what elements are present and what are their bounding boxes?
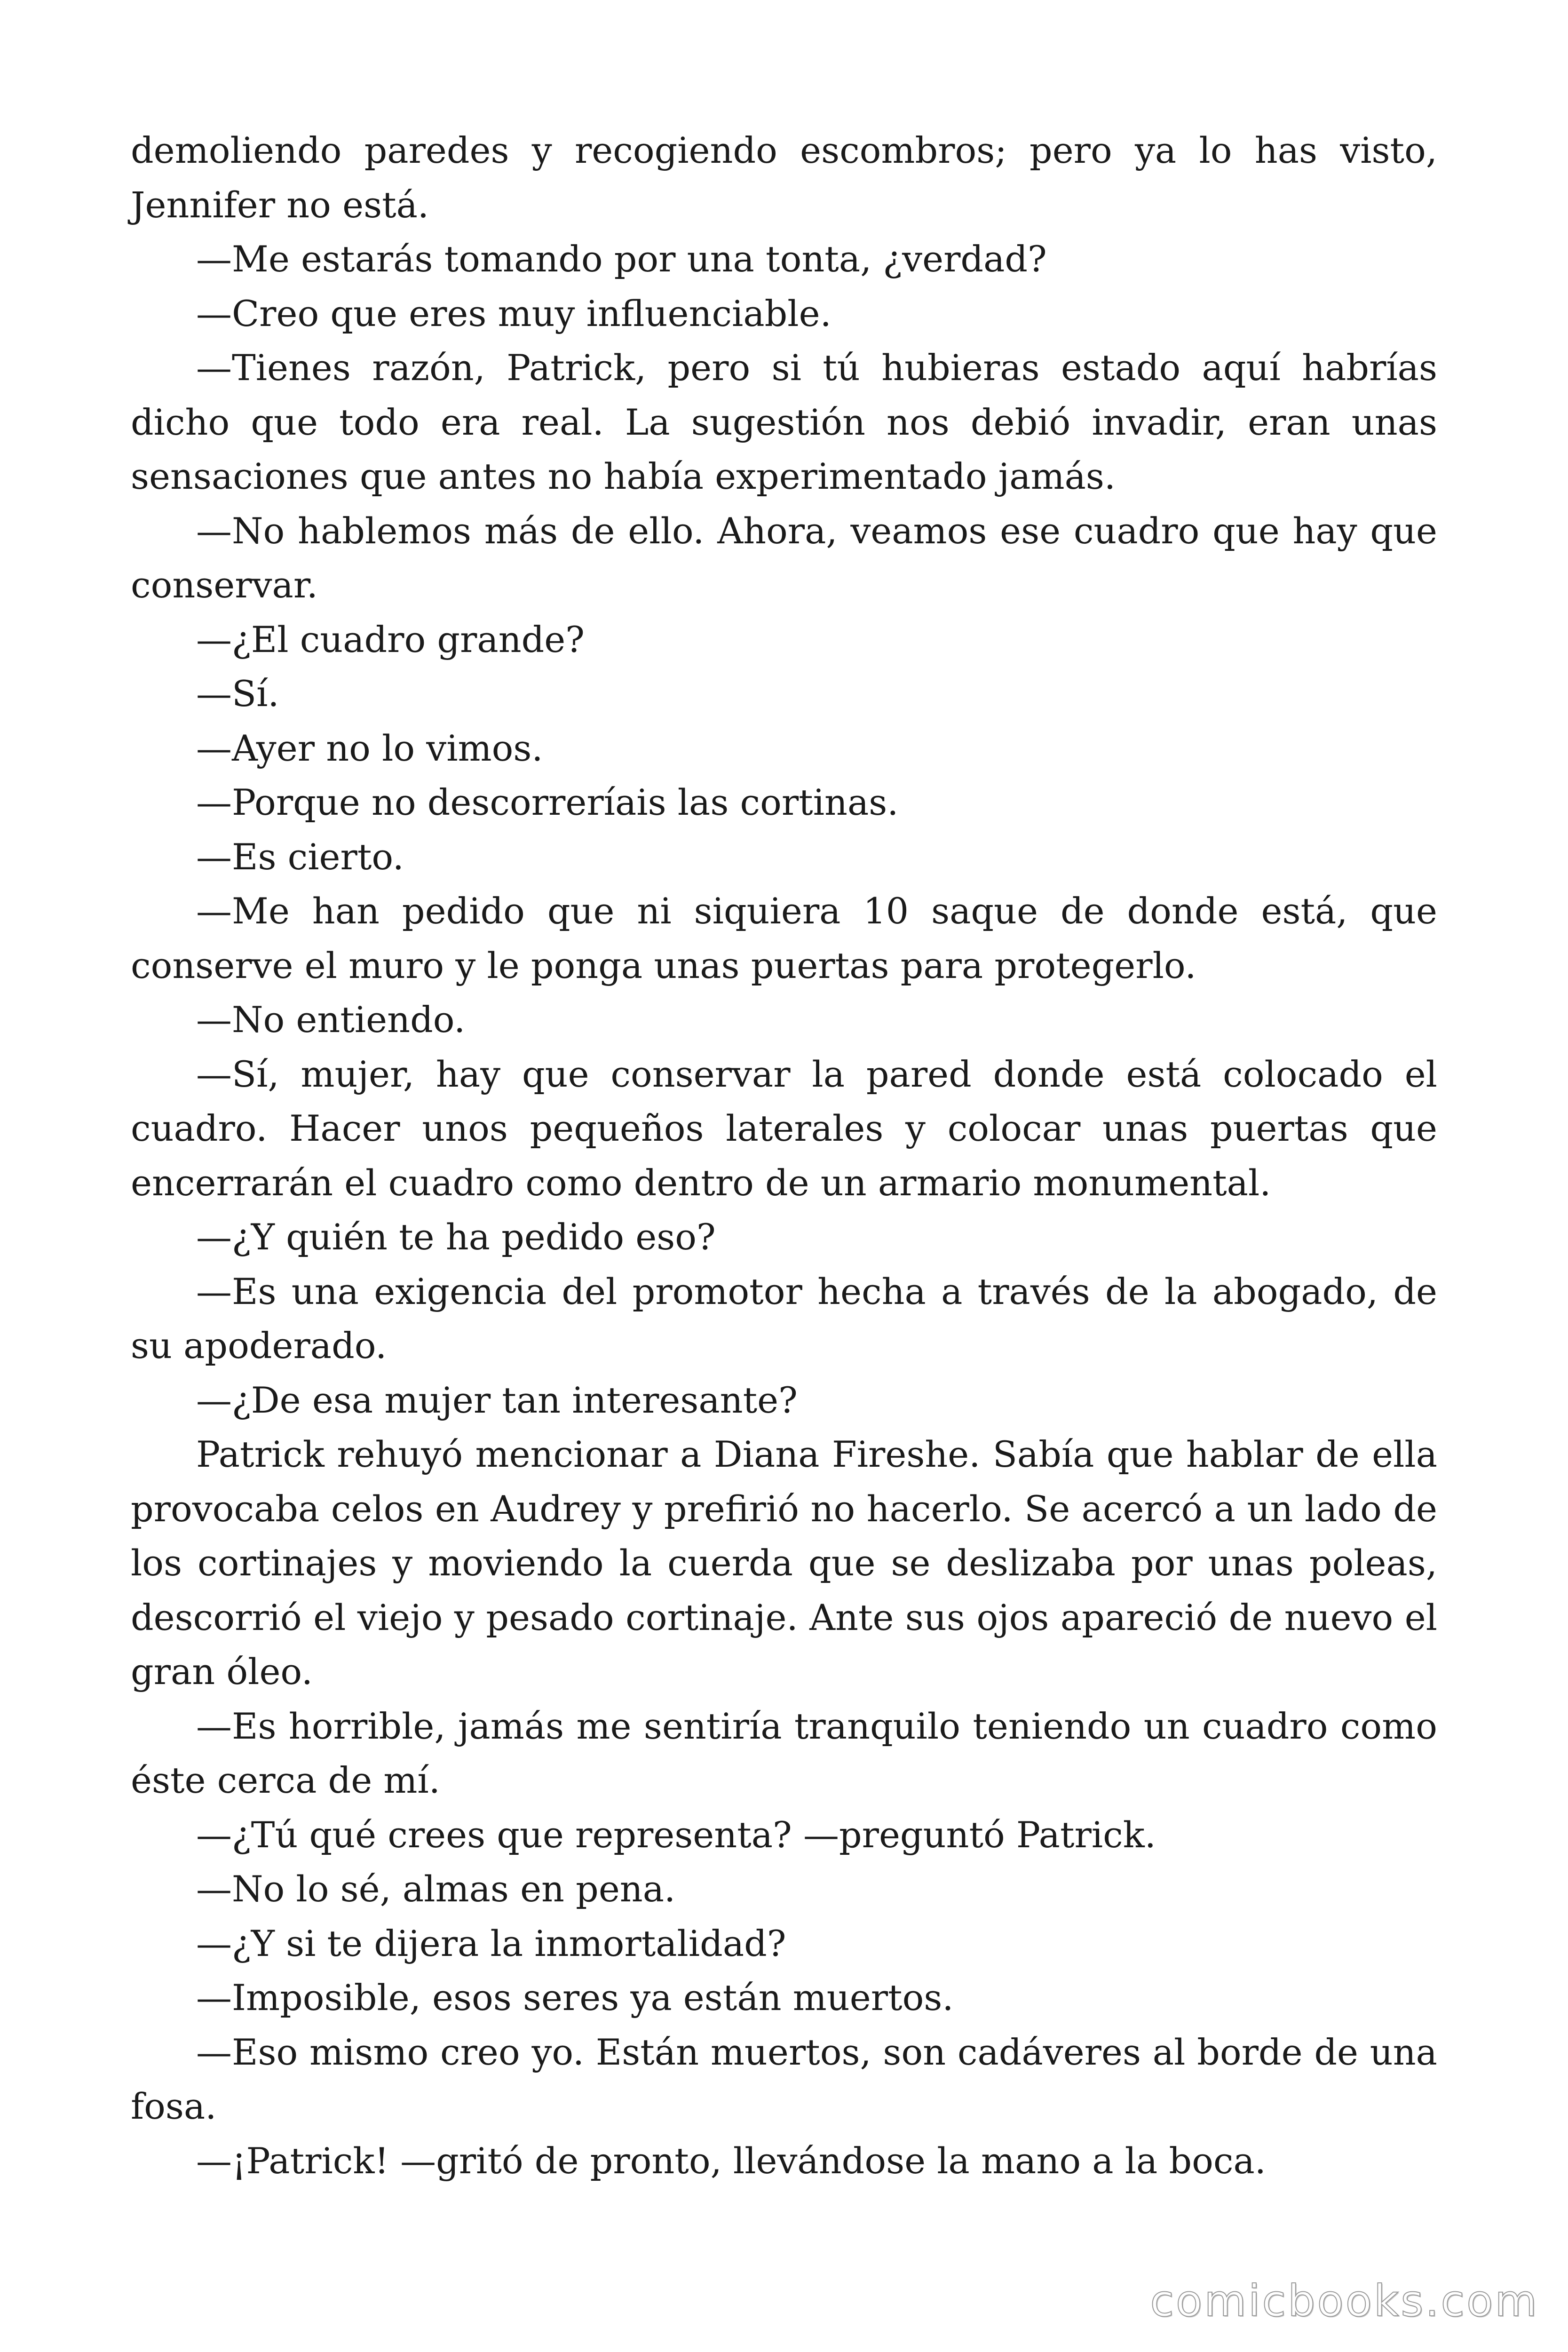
paragraph: —¡Patrick! —gritó de pronto, llevándose la mano a la boca. bbox=[196, 2139, 1266, 2182]
paragraph: —Tienes razón, Patrick, pero si tú hubieras estado aquí habrías dicho que todo era real. La sugestión nos debió invadir, eran unas sensaciones que antes no había experimentado jamás. bbox=[131, 347, 1437, 497]
paragraph: —Eso mismo creo yo. Están muertos, son cadáveres al borde de una fosa. bbox=[131, 2031, 1437, 2127]
paragraph: —¿De esa mujer tan interesante? bbox=[196, 1379, 798, 1421]
paragraph: —No entiendo. bbox=[196, 999, 466, 1041]
paragraph: Patrick rehuyó mencionar a Diana Fireshe. Sabía que hablar de ella provocaba celos en Audrey y prefirió no hacerlo. Se acercó a un lado de los cortinajes y moviendo la cuerda que se deslizaba por unas poleas, descorrió el viejo y pesado cortinaje. Ante sus ojos apareció de nuevo el gran óleo. bbox=[131, 1433, 1437, 1692]
paragraph: —No lo sé, almas en pena. bbox=[196, 1868, 676, 1910]
paragraph: —¿Y quién te ha pedido eso? bbox=[196, 1216, 716, 1258]
paragraph: —Es una exigencia del promotor hecha a través de la abogado, de su apoderado. bbox=[131, 1270, 1437, 1367]
page-body bbox=[131, 123, 1437, 2188]
paragraph: —Imposible, esos seres ya están muertos. bbox=[196, 1977, 954, 2018]
paragraph: —Es horrible, jamás me sentiría tranquilo teniendo un cuadro como éste cerca de mí. bbox=[131, 1705, 1437, 1801]
paragraph: —Sí, mujer, hay que conservar la pared donde está colocado el cuadro. Hacer unos pequeños laterales y colocar unas puertas que encerrarán el cuadro como dentro de un armario monumental. bbox=[131, 1053, 1437, 1204]
paragraph: —Porque no descorreríais las cortinas. bbox=[196, 781, 899, 823]
watermark: comicbooks.com bbox=[1150, 2276, 1539, 2326]
paragraph: —Me estarás tomando por una tonta, ¿verdad? bbox=[196, 238, 1047, 280]
paragraph: —¿El cuadro grande? bbox=[196, 618, 585, 660]
paragraph: —No hablemos más de ello. Ahora, veamos ese cuadro que hay que conservar. bbox=[131, 509, 1437, 606]
paragraph: demoliendo paredes y recogiendo escombros; pero ya lo has visto, Jennifer no está. bbox=[131, 129, 1437, 226]
paragraph: —¿Tú qué crees que representa? —preguntó Patrick. bbox=[196, 1813, 1156, 1856]
paragraph: —Sí. bbox=[196, 673, 279, 715]
paragraph: —Es cierto. bbox=[196, 835, 404, 878]
paragraph: —¿Y si te dijera la inmortalidad? bbox=[196, 1922, 786, 1964]
paragraph: —Me han pedido que ni siquiera 10 saque de donde está, que conserve el muro y le ponga unas puertas para protegerlo. bbox=[131, 890, 1437, 986]
paragraph: —Ayer no lo vimos. bbox=[196, 727, 543, 769]
paragraph: —Creo que eres muy influenciable. bbox=[196, 292, 832, 334]
